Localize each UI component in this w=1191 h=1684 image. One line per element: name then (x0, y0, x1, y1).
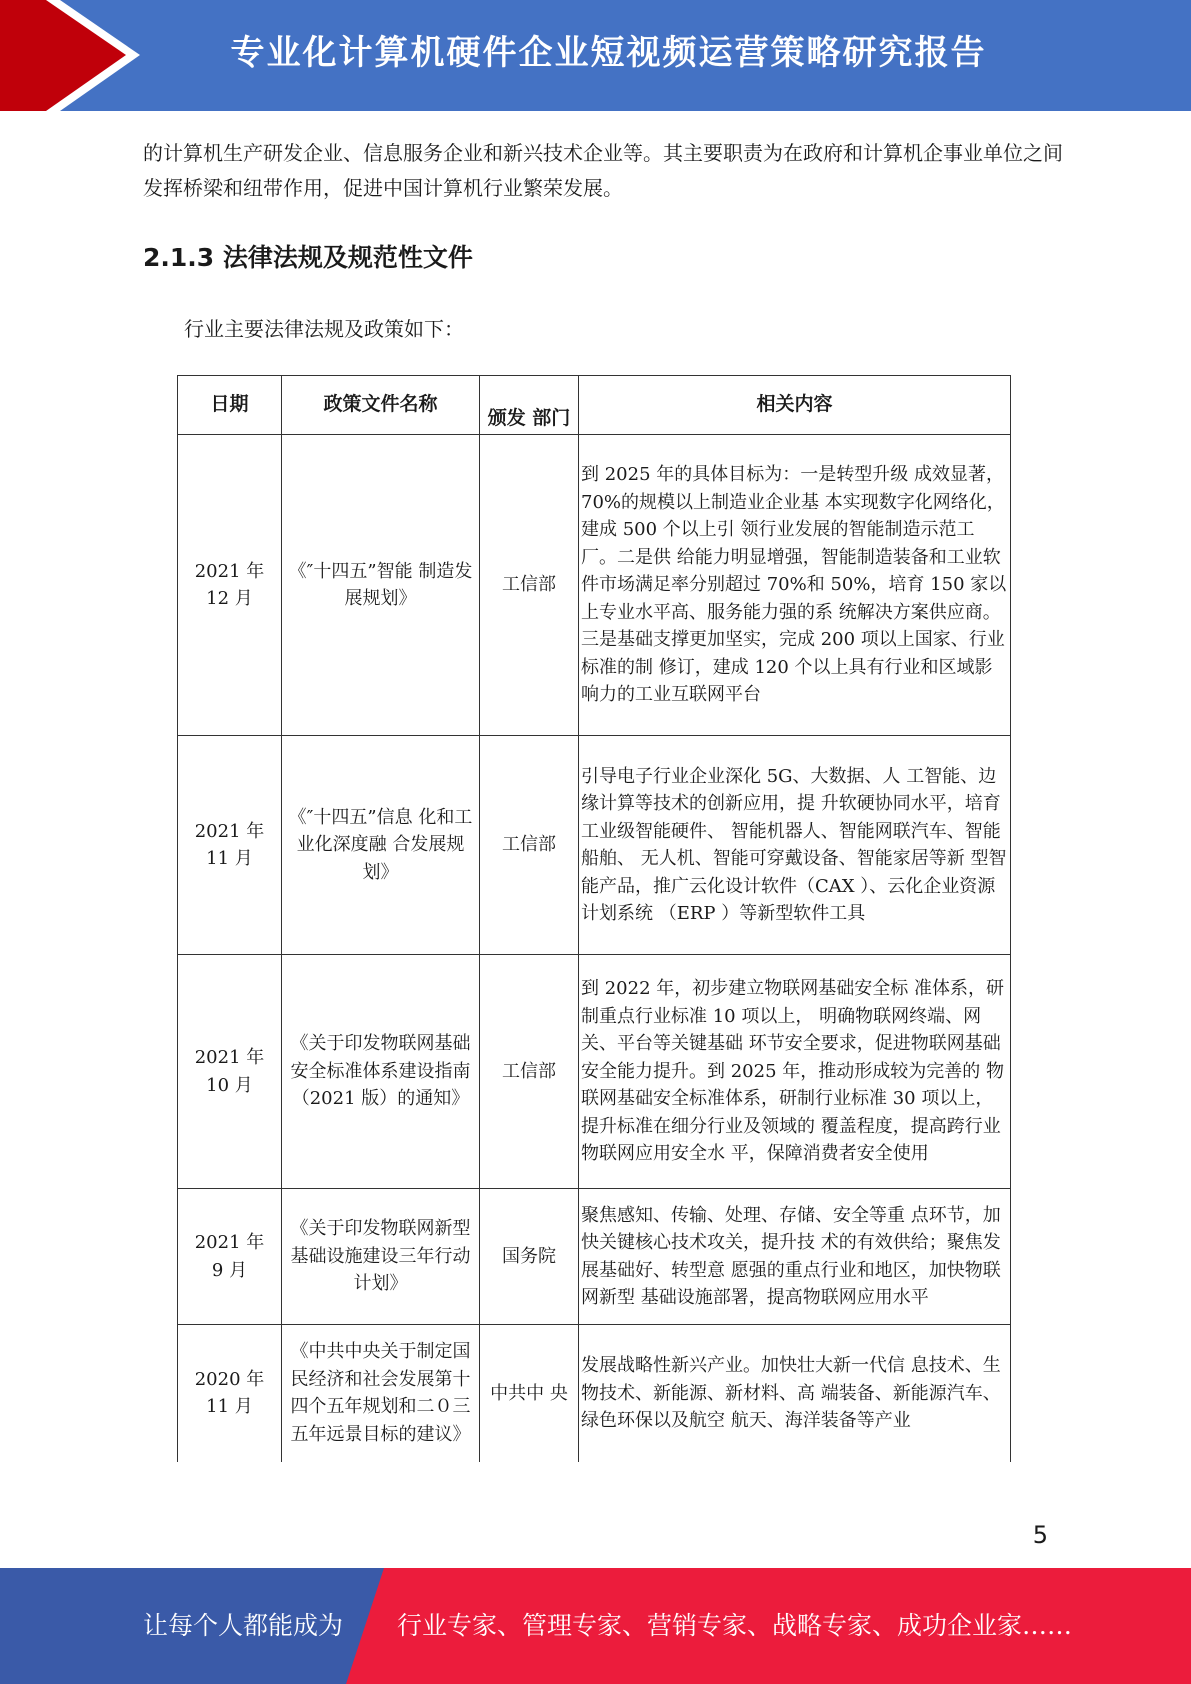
policy-table (177, 375, 1011, 1462)
date-cell (178, 736, 282, 955)
policy-name-cell: 《关于印发物联网新型基础设施建设三年行动计划》 (282, 1189, 480, 1325)
policy-name-cell: 《″十四五”智能 制造发展规划》 (282, 435, 480, 736)
date-year: 2020 年 (194, 1368, 265, 1390)
date-month: 9 月 (211, 1259, 248, 1281)
date-year: 2021 年 (194, 1232, 265, 1253)
date-cell (178, 1325, 282, 1462)
content-cell: 到 2022 年，初步建立物联网基础安全标 准体系，研制重点行业标准 10 项以上， 明确物联网终端、网关、平台等关键基础 环节安全要求，促进物联网基础安全能力提升。到 2025 年，推动形成较为完善的 物联网基础安全标准体系，研制行业标准 30 项以上，提升标准在细分行业及领域的 覆盖程度，提高跨行业物联网应用安全水 平，保障消费者安全使用 (579, 955, 1011, 1189)
table-header-row (178, 376, 1011, 435)
date-year: 2021 年 (194, 1047, 265, 1068)
date-month: 10 月 (206, 1074, 253, 1096)
intro-paragraph: 的计算机生产研发企业、信息服务企业和新兴技术企业等。其主要职责为在政府和计算机企事业单位之间发挥桥梁和纽带作用，促进中国计算机行业繁荣发展。 (143, 141, 1063, 200)
date-cell (178, 435, 282, 736)
policy-name-cell: 《中共中央关于制定国民经济和社会发展第十四个五年规划和二０三五年远景目标的建议》 (282, 1325, 480, 1462)
header-date: 日期 (178, 376, 282, 435)
department-cell: 工信部 (480, 955, 579, 1189)
table-row (178, 736, 1011, 955)
department-cell: 工信部 (480, 435, 579, 736)
page-header-banner (0, 0, 1191, 111)
page-number: 5 (1032, 1521, 1048, 1549)
date-month: 11 月 (206, 848, 253, 869)
table-lead-text: 行业主要法律法规及政策如下： (184, 317, 464, 341)
header-content: 相关内容 (579, 376, 1011, 435)
header-policy-name: 政策文件名称 (282, 376, 480, 435)
content-cell: 引导电子行业企业深化 5G、大数据、人 工智能、边缘计算等技术的创新应用，提 升软硬协同水平，培育工业级智能硬件、 智能机器人、智能网联汽车、智能船舶、 无人机、智能可穿戴设备、智能家居等新 型智能产品，推广云化设计软件（CAX ）、云化企业资源计划系统 （ERP ）等新型软件工具 (579, 736, 1011, 955)
department-cell: 工信部 (480, 736, 579, 955)
footer-slogan-right: 行业专家、管理专家、营销专家、战略专家、成功企业家…… (397, 1611, 1073, 1640)
table-row (178, 435, 1011, 736)
department-cell: 中共中 央 (480, 1325, 579, 1462)
date-cell (178, 1189, 282, 1325)
report-title: 专业化计算机硬件企业短视频运营策略研究报告 (230, 33, 987, 73)
department-cell: 国务院 (480, 1189, 579, 1325)
table-row (178, 1189, 1011, 1325)
content-cell: 到 2025 年的具体目标为：一是转型升级 成效显著，70%的规模以上制造业企业基 本实现数字化网络化，建成 500 个以上引 领行业发展的智能制造示范工厂。二是供 给能力明显增强，智能制造装备和工业软 件市场满足率分别超过 70%和 50%，培育 150 家以上专业水平高、服务能力强的系 统解决方案供应商。三是基础支撑更加坚实，完成 200 项以上国家、行业标准的制 修订，建成 120 个以上具有行业和区域影 响力的工业互联网平台 (579, 435, 1011, 736)
date-year: 2021 年 (194, 560, 265, 582)
footer-slogan-left: 让每个人都能成为 (143, 1611, 344, 1640)
policy-name-cell: 《关于印发物联网基础安全标准体系建设指南（2021 版）的通知》 (282, 955, 480, 1189)
header-department: 颁发 部门 (480, 376, 579, 435)
date-month: 11 月 (206, 1396, 253, 1418)
page-footer-banner (0, 1568, 1191, 1684)
table-row (178, 1325, 1011, 1462)
date-year: 2021 年 (194, 820, 265, 842)
date-cell (178, 955, 282, 1189)
content-cell: 聚焦感知、传输、处理、存储、安全等重 点环节，加快关键核心技术攻关，提升技 术的有效供给；聚焦发展基础好、转型意 愿强的重点行业和地区，加快物联网新型 基础设施部署，提高物联网应用水平 (579, 1189, 1011, 1325)
table-row (178, 955, 1011, 1189)
date-month: 12 月 (206, 588, 253, 609)
policy-name-cell: 《″十四五”信息 化和工业化深度融 合发展规划》 (282, 736, 480, 955)
content-cell: 发展战略性新兴产业。加快壮大新一代信 息技术、生物技术、新能源、新材料、高 端装备、新能源汽车、绿色环保以及航空 航天、海洋装备等产业 (579, 1325, 1011, 1462)
section-heading: 2.1.3 法律法规及规范性文件 (143, 243, 473, 272)
